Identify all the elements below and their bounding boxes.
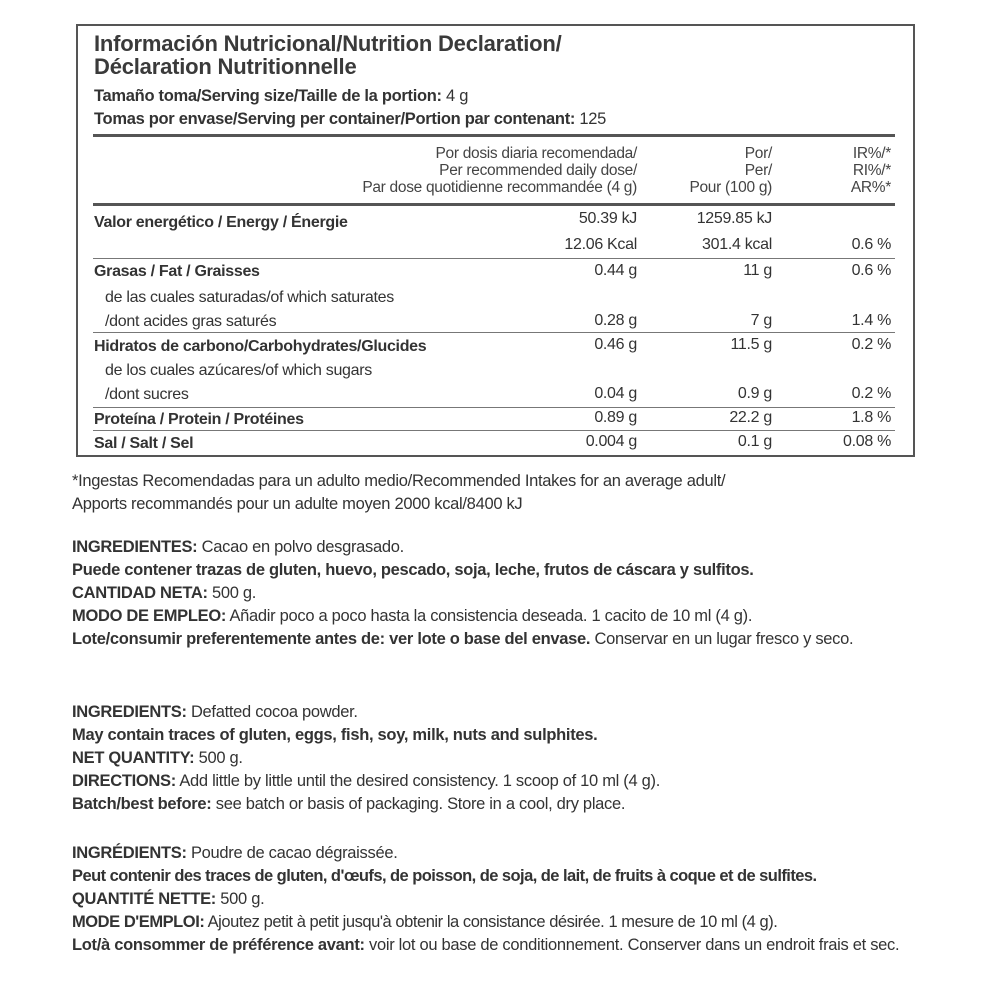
saturates-label-1: de las cuales saturadas/of which saturates bbox=[105, 289, 394, 306]
divider-thick bbox=[93, 203, 895, 206]
es-ingredients bbox=[72, 536, 932, 559]
header-per-dose-en: Per recommended daily dose/ bbox=[439, 162, 637, 179]
protein-label: Proteína / Protein / Protéines bbox=[94, 411, 304, 428]
carbs-label: Hidratos de carbono/Carbohydrates/Glucides bbox=[94, 338, 427, 355]
carbs-per-dose: 0.46 g bbox=[594, 336, 637, 353]
salt-label: Sal / Salt / Sel bbox=[94, 435, 194, 452]
salt-per-dose: 0.004 g bbox=[585, 433, 637, 450]
header-intake-fr: AR%* bbox=[850, 179, 891, 196]
header-intake-en: RI%/* bbox=[852, 162, 891, 179]
intake-footnote bbox=[72, 470, 932, 516]
fr-batch-value: voir lot ou base de conditionnement. Conserver dans un endroit frais et sec. bbox=[364, 936, 900, 954]
servings-per-container bbox=[94, 109, 606, 129]
header-per-dose-es: Por dosis diaria recomendada/ bbox=[435, 145, 637, 162]
energy-kcal-per-100g: 301.4 kcal bbox=[702, 236, 772, 253]
sugars-per-100g: 0.9 g bbox=[737, 385, 772, 402]
serving-size bbox=[94, 86, 468, 106]
servings-label: Tomas por envase/Serving per container/Portion par contenant: bbox=[94, 110, 576, 128]
sugars-label-1: de los cuales azúcares/of which sugars bbox=[105, 362, 372, 379]
es-traces-text: Puede contener trazas de gluten, huevo, pescado, soja, leche, frutos de cáscara y sulfitos. bbox=[72, 561, 754, 579]
en-traces bbox=[72, 724, 932, 747]
header-intake-es: IR%/* bbox=[852, 145, 891, 162]
es-batch bbox=[72, 628, 917, 651]
energy-intake: 0.6 % bbox=[851, 236, 891, 253]
es-traces bbox=[72, 559, 932, 582]
carbs-intake: 0.2 % bbox=[851, 336, 891, 353]
header-per-100g bbox=[689, 145, 772, 196]
en-batch bbox=[72, 793, 932, 816]
divider-thin bbox=[93, 332, 895, 333]
energy-kcal-per-dose: 12.06 Kcal bbox=[564, 236, 637, 253]
serving-size-label: Tamaño toma/Serving size/Taille de la portion: bbox=[94, 87, 442, 105]
fr-batch-label: Lot/à consommer de préférence avant: bbox=[72, 936, 365, 954]
fr-ingredients bbox=[72, 842, 932, 865]
es-directions-value: Añadir poco a poco hasta la consistencia deseada. 1 cacito de 10 ml (4 g). bbox=[226, 607, 753, 625]
es-ingredients-value: Cacao en polvo desgrasado. bbox=[197, 538, 404, 556]
en-directions-label: DIRECTIONS: bbox=[72, 772, 176, 790]
es-net bbox=[72, 582, 932, 605]
saturates-per-100g: 7 g bbox=[750, 312, 772, 329]
sugars-per-dose: 0.04 g bbox=[594, 385, 637, 402]
footnote-line1: *Ingestas Recomendadas para un adulto medio/Recommended Intakes for an average adult/ bbox=[72, 472, 726, 490]
header-intake bbox=[851, 145, 891, 196]
protein-intake: 1.8 % bbox=[851, 409, 891, 426]
fr-batch bbox=[72, 934, 917, 957]
en-batch-label: Batch/best before: bbox=[72, 795, 212, 813]
english-info bbox=[72, 701, 932, 816]
divider-thick bbox=[93, 134, 895, 137]
fat-intake: 0.6 % bbox=[851, 262, 891, 279]
spanish-info bbox=[72, 536, 932, 651]
nutrition-title bbox=[94, 32, 562, 78]
fr-traces-text: Peut contenir des traces de gluten, d'œufs, de poisson, de soja, de lait, de fruits à coque et de sulfites. bbox=[72, 867, 817, 885]
fat-per-dose: 0.44 g bbox=[594, 262, 637, 279]
protein-per-100g: 22.2 g bbox=[729, 409, 772, 426]
header-per-100g-es: Por/ bbox=[744, 145, 772, 162]
fr-traces bbox=[72, 865, 932, 888]
fr-directions-value: Ajoutez petit à petit jusqu'à obtenir la consistance désirée. 1 mesure de 10 ml (4 g). bbox=[204, 913, 778, 931]
es-net-value: 500 g. bbox=[207, 584, 257, 602]
header-per-dose-fr: Par dose quotidienne recommandée (4 g) bbox=[362, 179, 637, 196]
serving-size-value: 4 g bbox=[441, 87, 469, 105]
servings-value: 125 bbox=[575, 110, 607, 128]
en-net bbox=[72, 747, 932, 770]
en-directions-value: Add little by little until the desired consistency. 1 scoop of 10 ml (4 g). bbox=[175, 772, 661, 790]
es-directions bbox=[72, 605, 932, 628]
title-line1: Información Nutricional/Nutrition Declaration/ bbox=[94, 31, 562, 56]
title-line2: Déclaration Nutritionnelle bbox=[94, 54, 357, 79]
es-net-label: CANTIDAD NETA: bbox=[72, 584, 208, 602]
divider-thin bbox=[93, 258, 895, 259]
fr-directions bbox=[72, 911, 932, 934]
saturates-intake: 1.4 % bbox=[851, 312, 891, 329]
en-ingredients-value: Defatted cocoa powder. bbox=[186, 703, 358, 721]
fr-net-label: QUANTITÉ NETTE: bbox=[72, 890, 216, 908]
en-net-value: 500 g. bbox=[194, 749, 243, 767]
es-batch-value: Conservar en un lugar fresco y seco. bbox=[590, 630, 854, 648]
fr-directions-label: MODE D'EMPLOI: bbox=[72, 913, 205, 931]
fr-ingredients-label: INGRÉDIENTS: bbox=[72, 844, 187, 862]
saturates-per-dose: 0.28 g bbox=[594, 312, 637, 329]
fr-net bbox=[72, 888, 932, 911]
header-per-100g-en: Per/ bbox=[744, 162, 772, 179]
footnote-line2: Apports recommandés pour un adulte moyen 2000 kcal/8400 kJ bbox=[72, 495, 523, 513]
divider-thin bbox=[93, 407, 895, 408]
salt-per-100g: 0.1 g bbox=[737, 433, 772, 450]
en-net-label: NET QUANTITY: bbox=[72, 749, 195, 767]
es-directions-label: MODO DE EMPLEO: bbox=[72, 607, 227, 625]
divider-thin bbox=[93, 430, 895, 431]
fr-net-value: 500 g. bbox=[216, 890, 265, 908]
energy-kj-per-100g: 1259.85 kJ bbox=[696, 210, 772, 227]
en-batch-value: see batch or basis of packaging. Store in a cool, dry place. bbox=[211, 795, 626, 813]
sugars-intake: 0.2 % bbox=[851, 385, 891, 402]
header-per-100g-fr: Pour (100 g) bbox=[689, 179, 772, 196]
nutrition-panel bbox=[76, 24, 915, 457]
en-directions bbox=[72, 770, 932, 793]
es-batch-label: Lote/consumir preferentemente antes de: ver lote o base del envase. bbox=[72, 630, 591, 648]
en-ingredients bbox=[72, 701, 932, 724]
salt-intake: 0.08 % bbox=[842, 433, 891, 450]
energy-label: Valor energético / Energy / Énergie bbox=[94, 214, 348, 231]
french-info bbox=[72, 842, 932, 957]
es-ingredients-label: INGREDIENTES: bbox=[72, 538, 198, 556]
sugars-label-2: /dont sucres bbox=[105, 386, 189, 403]
fat-label: Grasas / Fat / Graisses bbox=[94, 263, 260, 280]
carbs-per-100g: 11.5 g bbox=[730, 336, 772, 353]
energy-kj-per-dose: 50.39 kJ bbox=[578, 210, 637, 227]
en-ingredients-label: INGREDIENTS: bbox=[72, 703, 187, 721]
fat-per-100g: 11 g bbox=[743, 262, 772, 279]
protein-per-dose: 0.89 g bbox=[594, 409, 637, 426]
header-per-dose bbox=[362, 145, 637, 196]
en-traces-text: May contain traces of gluten, eggs, fish, soy, milk, nuts and sulphites. bbox=[72, 726, 598, 744]
fr-ingredients-value: Poudre de cacao dégraissée. bbox=[186, 844, 398, 862]
saturates-label-2: /dont acides gras saturés bbox=[105, 313, 277, 330]
